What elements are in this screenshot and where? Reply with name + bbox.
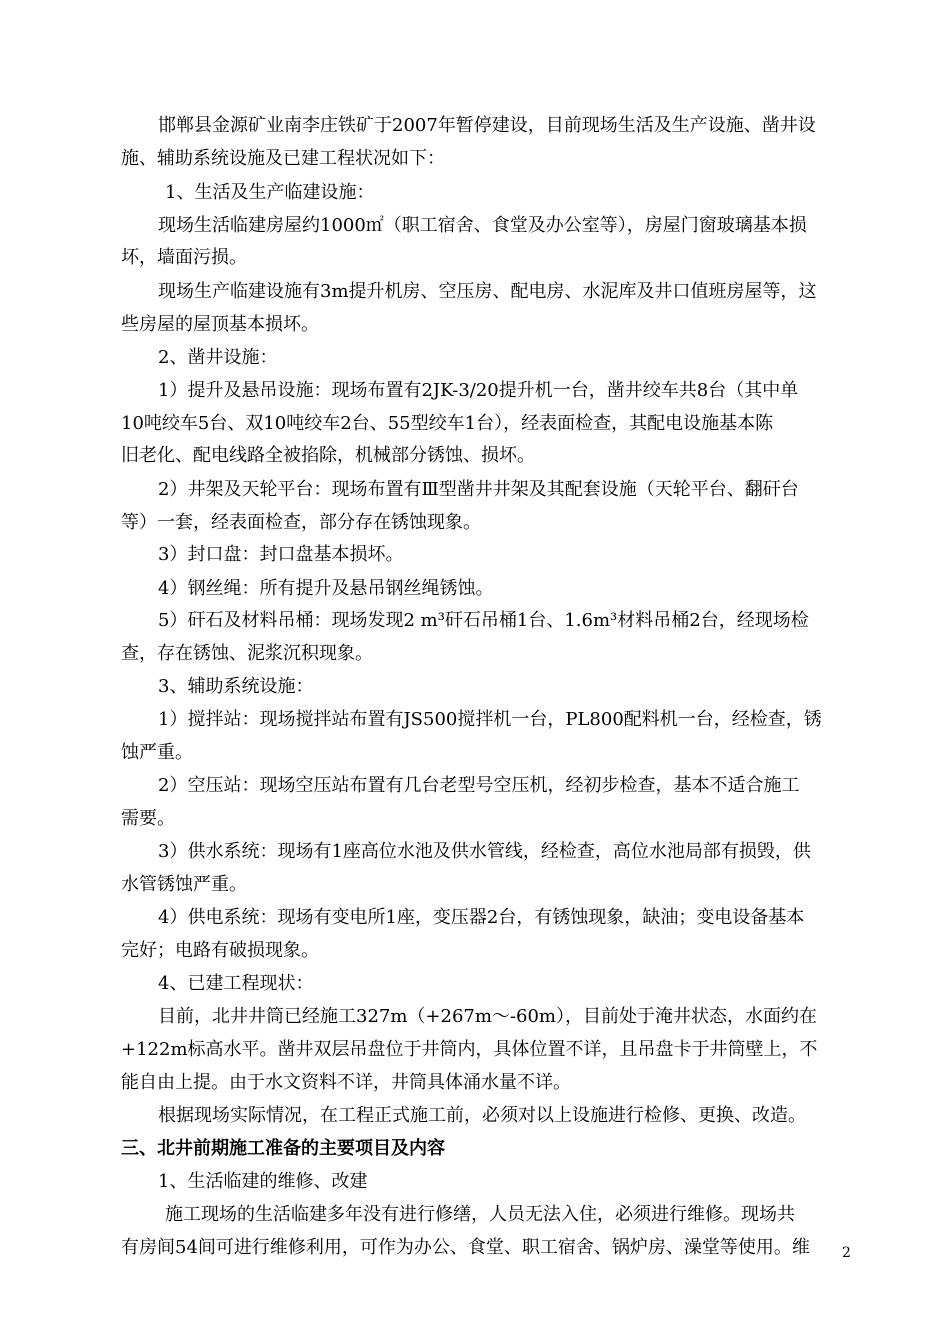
body-line: 有房间54间可进行维修利用，可作为办公、食堂、职工宿舍、锅炉房、澡堂等使用。维 bbox=[121, 1237, 810, 1258]
body-line: 5）矸石及材料吊桶：现场发现2 m³矸石吊桶1台、1.6m³材料吊桶2台，经现场检 bbox=[158, 610, 809, 631]
body-line: 蚀严重。 bbox=[121, 742, 193, 763]
body-line: 根据现场实际情况，在工程正式施工前，必须对以上设施进行检修、更换、改造。 bbox=[158, 1105, 806, 1126]
body-line: 2）井架及天轮平台：现场布置有Ⅲ型凿井井架及其配套设施（天轮平台、翻矸台 bbox=[158, 479, 799, 500]
body-line: 4）供电系统：现场有变电所1座，变压器2台，有锈蚀现象，缺油；变电设备基本 bbox=[158, 907, 805, 928]
body-line: 目前，北井井筒已经施工327m（+267m～-60m），目前处于淹井状态，水面约在 bbox=[158, 1006, 817, 1027]
body-line: 3）供水系统：现场有1座高位水池及供水管线，经检查，高位水池局部有损毁，供 bbox=[158, 841, 811, 862]
body-line: 现场生活临建房屋约1000㎡（职工宿舍、食堂及办公室等），房屋门窗玻璃基本损 bbox=[158, 215, 807, 236]
body-line: 10吨绞车5台、双10吨绞车2台、55型绞车1台），经表面检查，其配电设施基本陈 bbox=[121, 413, 774, 434]
section-heading: 4、已建工程现状： bbox=[158, 973, 314, 994]
body-line: +122m标高水平。凿井双层吊盘位于井筒内，具体位置不详，且吊盘卡于井筒壁上，不 bbox=[121, 1039, 818, 1060]
chapter-heading: 三、北井前期施工准备的主要项目及内容 bbox=[121, 1138, 445, 1159]
body-line: 4）钢丝绳：所有提升及悬吊钢丝绳锈蚀。 bbox=[158, 578, 494, 599]
body-line: 坏，墙面污损。 bbox=[121, 247, 247, 268]
body-line: 旧老化、配电线路全被掐除，机械部分锈蚀、损坏。 bbox=[121, 445, 535, 466]
section-heading: 2、凿井设施： bbox=[158, 347, 278, 368]
section-heading: 1、生活临建的维修、改建 bbox=[158, 1171, 368, 1192]
body-line: 邯郸县金源矿业南李庄铁矿于2007年暂停建设，目前现场生活及生产设施、凿井设 bbox=[158, 115, 816, 136]
body-line: 1）搅拌站：现场搅拌站布置有JS500搅拌机一台，PL800配料机一台，经检查，锈 bbox=[158, 709, 822, 730]
body-line: 能自由上提。由于水文资料不详，井筒具体涌水量不详。 bbox=[121, 1072, 571, 1093]
section-heading: 1、生活及生产临建设施： bbox=[165, 182, 375, 203]
body-line: 查，存在锈蚀、泥浆沉积现象。 bbox=[121, 643, 373, 664]
body-line: 些房屋的屋顶基本损坏。 bbox=[121, 314, 319, 335]
body-line: 完好；电路有破损现象。 bbox=[121, 940, 319, 961]
body-line: 现场生产临建设施有3m提升机房、空压房、配电房、水泥库及井口值班房屋等，这 bbox=[158, 281, 817, 302]
body-line: 等）一套，经表面检查，部分存在锈蚀现象。 bbox=[121, 512, 481, 533]
section-heading: 3、辅助系统设施： bbox=[158, 676, 314, 697]
body-line: 3）封口盘：封口盘基本损坏。 bbox=[158, 544, 404, 565]
body-line: 2）空压站：现场空压站布置有几台老型号空压机，经初步检查，基本不适合施工 bbox=[158, 775, 800, 796]
body-line: 1）提升及悬吊设施：现场布置有2JK-3/20提升机一台，凿井绞车共8台（其中单 bbox=[158, 380, 799, 401]
body-line: 水管锈蚀严重。 bbox=[121, 874, 247, 895]
body-line: 施工现场的生活临建多年没有进行修缮，人员无法入住，必须进行维修。现场共 bbox=[165, 1204, 795, 1225]
body-line: 施、辅助系统设施及已建工程状况如下： bbox=[121, 148, 445, 169]
page-number: 2 bbox=[842, 1245, 851, 1261]
body-line: 需要。 bbox=[121, 808, 175, 829]
